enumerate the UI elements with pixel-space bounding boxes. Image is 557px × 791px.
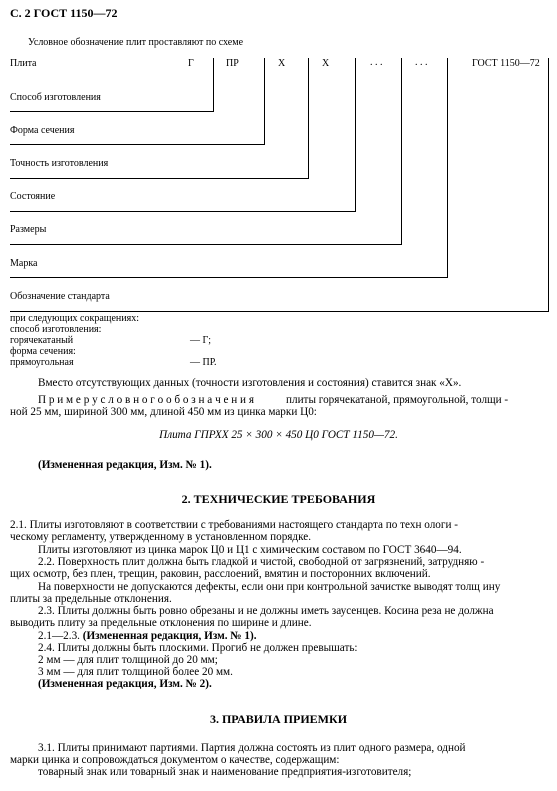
example-text-line1: плиты горячекатаной, прямоугольной, толщи - [286,394,509,406]
s2-p5-line2: выводить плиту за предельные отклонения по ширине и длине. [10,617,312,629]
s3-p2: товарный знак или товарный знак и наименование предприятия-изготовителя; [38,766,412,778]
s2-p5-line1: 2.3. Плиты должны быть ровно обрезаны и не должны иметь заусенцев. Косина реза не должна [38,605,494,617]
field-section-shape: Форма сечения [10,125,75,136]
s3-p1-line1: 3.1. Плиты принимают партиями. Партия должна состоять из плит одного размера, одной [38,742,466,754]
section-3-title: 3. ПРАВИЛА ПРИЕМКИ [209,712,348,726]
field-accuracy: Точность изготовления [10,158,109,169]
s2-p6 [38,630,257,642]
s2-p7: 2.4. Плиты должны быть плоскими. Прогиб не должен превышать: [38,642,358,654]
abbrev-hotrolled-label: горячекатаный [10,335,74,346]
note-missing-data: Вместо отсутствующих данных (точности изготовления и состояния) ставится знак «Х». [38,377,462,389]
s2-revision-2: (Измененная редакция, Изм. № 2). [38,678,212,690]
s2-p8: 2 мм — для плит толщиной до 20 мм; [38,654,218,666]
abbrev-group-method: способ изготовления: [10,324,102,335]
s2-p3-line1: 2.2. Поверхность плит должна быть гладкой и чистой, свободной от загрязнений, затрудняю - [38,556,485,568]
scheme-standard: ГОСТ 1150—72 [472,58,540,69]
s2-p6-number: 2.1—2.3. [38,630,80,642]
scheme-code-dots1: . . . [370,57,383,68]
revision-note-1: (Измененная редакция, Изм. № 1). [38,459,212,471]
field-standard: Обозначение стандарта [10,291,110,302]
page-header: С. 2 ГОСТ 1150—72 [10,6,118,20]
s2-p1-line2: ческому регламенту, утвержденному в установленном порядке. [10,531,312,543]
abbrev-lead: при следующих сокращениях: [10,313,140,324]
field-grade: Марка [10,258,38,269]
scheme-intro: Условное обозначение плит проставляют по схеме [28,37,244,48]
s2-p1-line1: 2.1. Плиты изготовляют в соответствии с требованиями настоящего стандарта по техн ологи - [10,519,458,531]
abbrev-group-shape: форма сечения: [10,346,76,357]
field-dimensions: Размеры [10,224,47,235]
example-lead: П р и м е р у с л о в н о г о о б о з н а ч е н и я [38,394,254,406]
s2-p2: Плиты изготовляют из цинка марок Ц0 и Ц1 с химическим составом по ГОСТ 3640—94. [38,544,462,556]
scheme-code-pr: ПР [226,58,239,69]
abbrev-hotrolled-value: — Г; [190,335,212,346]
field-method: Способ изготовления [10,92,101,103]
scheme-product: Плита [10,58,37,69]
section-2-title: 2. ТЕХНИЧЕСКИЕ ТРЕБОВАНИЯ [181,492,376,506]
s2-p6-revision: (Измененная редакция, Изм. № 1). [82,630,257,642]
s2-p3-line2: щих осмотр, без плен, трещин, раковин, расслоений, вмятин и посторонних включений. [10,568,431,580]
scheme-code-x2: Х [322,58,330,69]
field-condition: Состояние [10,191,56,202]
example-text-line2: ной 25 мм, шириной 300 мм, длиной 450 мм из цинка марки Ц0: [10,406,317,418]
s2-p4-line2: плиты за предельные отклонения. [10,593,172,605]
scheme-code-dots2: . . . [415,57,428,68]
abbrev-rect-value: — ПР. [190,357,217,368]
scheme-code-x1: Х [278,58,286,69]
s3-p1-line2: марки цинка и сопровождаться документом о качестве, содержащим: [10,754,340,766]
abbrev-rect-label: прямоугольная [10,357,74,368]
example-formula: Плита ГПРХХ 25 × 300 × 450 Ц0 ГОСТ 1150—72. [159,429,398,441]
s2-p4-line1: На поверхности не допускаются дефекты, если они при контрольной зачистке выводят толщ ину [38,581,501,593]
s2-p9: 3 мм — для плит толщиной более 20 мм. [38,666,233,678]
scheme-code-g: Г [188,58,194,69]
